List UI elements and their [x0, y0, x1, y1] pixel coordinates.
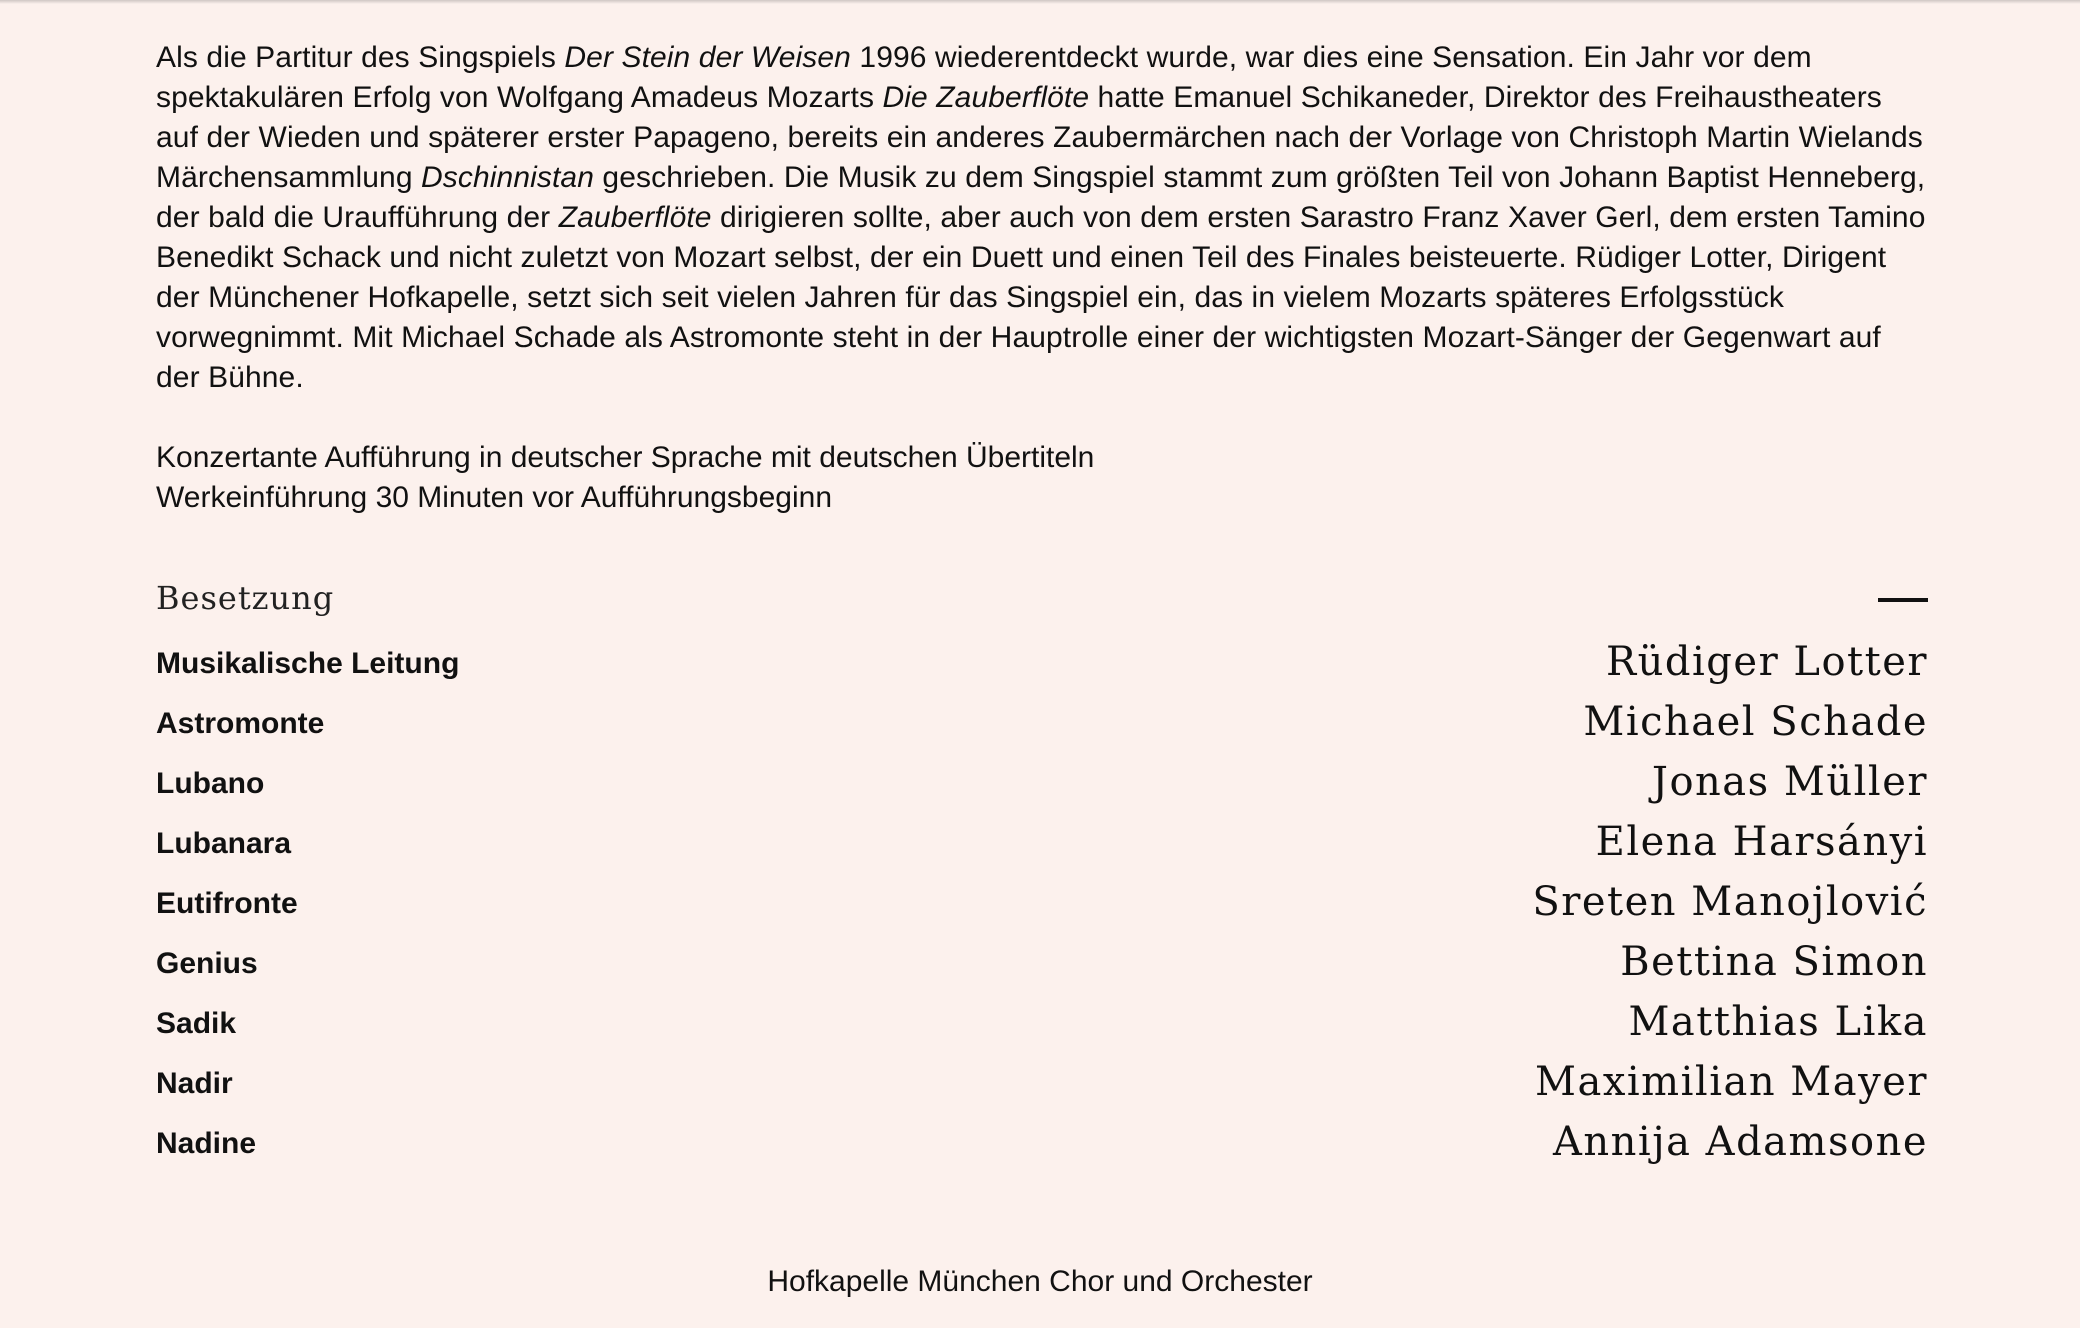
cast-role: Lubanara	[156, 827, 292, 860]
dschinnistan-title: Dschinnistan	[421, 161, 594, 194]
cast-person: Bettina Simon	[1620, 939, 1928, 985]
zauberfloete-short-title: Zauberflöte	[558, 201, 712, 234]
cast-role: Sadik	[156, 1007, 237, 1040]
note-language: Konzertante Aufführung in deutscher Sprache mit deutschen Übertiteln	[156, 441, 1095, 474]
cast-header[interactable]	[156, 576, 1926, 620]
performance-notes	[156, 438, 1926, 518]
cast-role: Astromonte	[156, 707, 325, 740]
cast-row	[156, 692, 1926, 752]
top-shadow	[0, 0, 2080, 4]
cast-person: Matthias Lika	[1628, 999, 1928, 1045]
intro-text-3: hatte Emanuel Schikaneder, Direktor des Freihaustheaters auf der Wieden und späterer erster Papageno, bereits ein anderes Zaubermärchen nach der Vorlage von Christoph Martin Wielands Märchensammlung	[156, 81, 1923, 194]
cast-role: Lubano	[156, 767, 265, 800]
zauberfloete-title: Die Zauberflöte	[882, 81, 1090, 114]
cast-role: Nadir	[156, 1067, 233, 1100]
intro-text-2: 1996 wiederentdeckt wurde, war dies eine Sensation. Ein Jahr vor dem spektakulären Erfolg von Wolfgang Amadeus Mozarts	[156, 41, 1812, 114]
cast-person: Sreten Manojlović	[1532, 879, 1928, 925]
cast-role: Genius	[156, 947, 258, 980]
cast-row	[156, 872, 1926, 932]
work-title: Der Stein der Weisen	[564, 41, 851, 74]
cast-role: Musikalische Leitung	[156, 647, 460, 680]
note-introduction: Werkeinführung 30 Minuten vor Aufführungsbeginn	[156, 481, 833, 514]
cast-row	[156, 992, 1926, 1052]
cast-row	[156, 812, 1926, 872]
cast-list	[156, 632, 1926, 1172]
cast-row	[156, 1052, 1926, 1112]
intro-text-5: dirigieren sollte, aber auch von dem ersten Sarastro Franz Xaver Gerl, dem ersten Tamino Benedikt Schack und nicht zuletzt von Mozart selbst, der ein Duett und einen Teil des Finales beisteuerte. Rüdiger Lotter, Dirigent der Münchener Hofkapelle, setzt sich seit vielen Jahren für das Singspiel ein, das in vielem Mozarts späteres Erfolgsstück vorwegnimmt. Mit Michael Schade als Astromonte steht in der Hauptrolle einer der wichtigsten Mozart-Sänger der Gegenwart auf der Bühne.	[156, 201, 1926, 394]
cast-row	[156, 752, 1926, 812]
intro-paragraph	[156, 38, 1926, 398]
ensemble-footer: Hofkapelle München Chor und Orchester	[767, 1265, 1313, 1298]
cast-row	[156, 1112, 1926, 1172]
cast-row	[156, 632, 1926, 692]
collapse-toggle-button[interactable]	[1878, 590, 1928, 610]
intro-text-4: geschrieben. Die Musik zu dem Singspiel stammt zum größten Teil von Johann Baptist Henneberg, der bald die Uraufführung der	[156, 161, 1926, 234]
cast-row	[156, 932, 1926, 992]
cast-role: Nadine	[156, 1127, 257, 1160]
intro-text-1: Als die Partitur des Singspiels	[156, 41, 565, 74]
cast-person: Rüdiger Lotter	[1606, 639, 1928, 685]
cast-title: Besetzung	[156, 579, 335, 617]
minus-dash-icon	[1878, 598, 1928, 602]
cast-role: Eutifronte	[156, 887, 298, 920]
cast-person: Maximilian Mayer	[1535, 1059, 1928, 1105]
cast-person: Elena Harsányi	[1595, 819, 1928, 865]
cast-person: Michael Schade	[1583, 699, 1928, 745]
cast-section	[156, 576, 1926, 1172]
cast-person: Annija Adamsone	[1553, 1119, 1928, 1165]
main-content	[156, 38, 1926, 1172]
cast-person: Jonas Müller	[1651, 759, 1928, 805]
